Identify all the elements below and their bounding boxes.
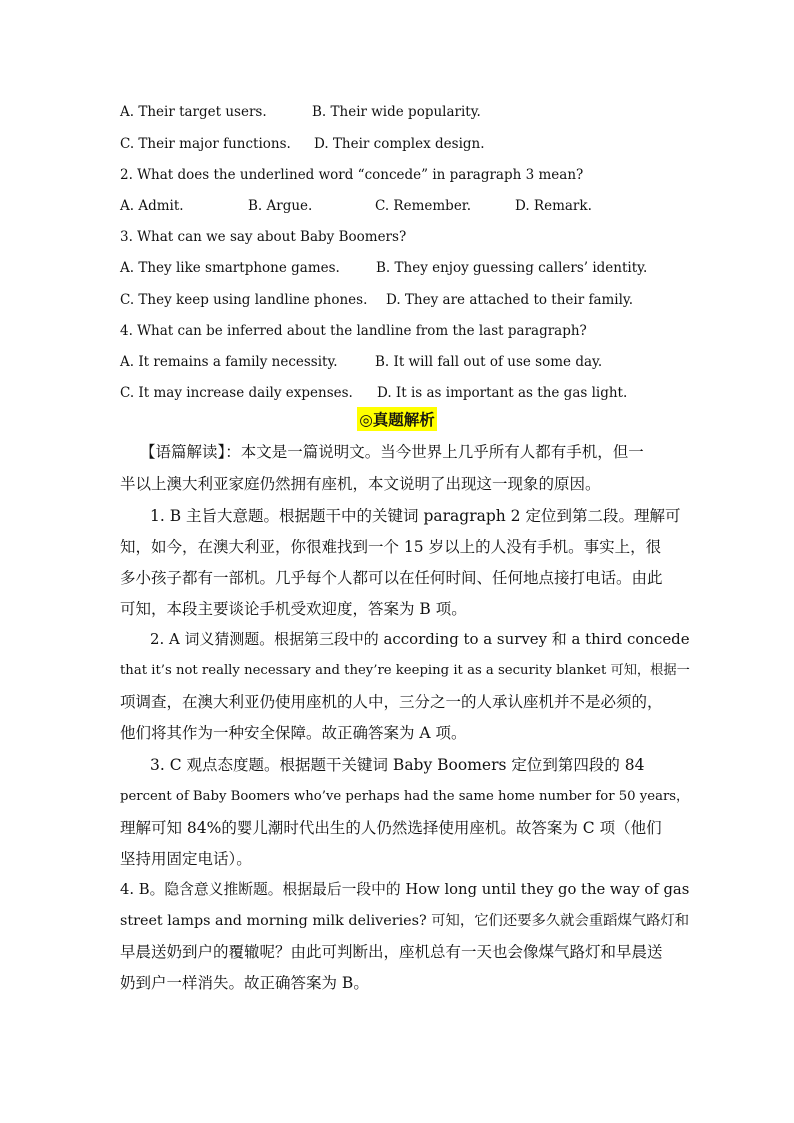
analysis-line: 【语篇解读】：本文是一篇说明文。当今世界上几乎所有人都有手机，但一 [140,443,644,461]
analysis-line: 早晨送奶到户的覆辙呢？由此可判断出，座机总有一天也会像煤气路灯和早晨送 [120,943,663,961]
q4-option-b: B. It will fall out of use some day. [375,354,603,370]
analysis-line: 他们将其作为一种安全保障。故正确答案为 A 项。 [120,724,467,742]
q2-option-b: B. Argue. [248,198,313,214]
analysis-line: 4. B。隐含意义推断题。根据最后一段中的 How long until they go the way of gas [120,881,690,898]
q2-option-a: A. Admit. [120,198,184,214]
q1-option-a: A. Their target users. [120,104,267,120]
q2-stem: 2. What does the underlined word “concede” in paragraph 3 mean? [120,167,584,183]
q2-option-c: C. Remember. [375,198,472,214]
analysis-line: 坚持用固定电话）。 [120,850,252,868]
analysis-line: 多小孩子都有一部机。几乎每个人都可以在任何时间、任何地点接打电话。由此 [120,569,663,587]
analysis-line: street lamps and morning milk deliveries? 可知，它们还要多久就会重蹈煤气路灯和 [120,913,690,929]
q4-option-a: A. It remains a family necessity. [120,354,338,370]
q3-option-c: C. They keep using landline phones. [120,292,368,308]
analysis-title: ◎真题解析 [357,407,437,431]
q3-option-b: B. They enjoy guessing callers’ identity. [376,260,648,276]
analysis-line: percent of Baby Boomers who’ve perhaps had the same home number for 50 years， [120,789,690,804]
analysis-line: that it’s not really necessary and they’re keeping it as a security blanket 可知，根据一 [120,663,690,678]
q3-option-d: D. They are attached to their family. [386,292,634,308]
q4-option-d: D. It is as important as the gas light. [377,385,628,401]
analysis-line: 奶到户一样消失。故正确答案为 B。 [120,974,369,992]
analysis-line: 知，如今，在澳大利亚，你很难找到一个 15 岁以上的人没有手机。事实上，很 [120,538,662,556]
analysis-line: 项调查，在澳大利亚仍使用座机的人中，三分之一的人承认座机并不是必须的， [120,693,663,711]
analysis-line: 1. B 主旨大意题。根据题干中的关键词 paragraph 2 定位到第二段。理解可 [150,507,681,525]
q3-stem: 3. What can we say about Baby Boomers? [120,229,407,245]
q4-stem: 4. What can be inferred about the landline from the last paragraph? [120,323,587,339]
analysis-line: 3. C 观点态度题。根据题干关键词 Baby Boomers 定位到第四段的 84 [150,756,645,774]
q2-option-d: D. Remark. [515,198,592,214]
analysis-line: 理解可知 84%的婴儿潮时代出生的人仍然选择使用座机。故答案为 C 项（他们 [120,819,662,837]
analysis-line: 2. A 词义猜测题。根据第三段中的 according to a survey 和 a third concede [150,630,690,648]
q3-option-a: A. They like smartphone games. [120,260,340,276]
analysis-line: 半以上澳大利亚家庭仍然拥有座机，本文说明了出现这一现象的原因。 [120,475,601,493]
analysis-line: 可知，本段主要谈论手机受欢迎度，答案为 B 项。 [120,600,467,618]
q1-option-d: D. Their complex design. [314,136,485,152]
q1-option-b: B. Their wide popularity. [312,104,481,120]
q1-option-c: C. Their major functions. [120,136,291,152]
q4-option-c: C. It may increase daily expenses. [120,385,353,401]
